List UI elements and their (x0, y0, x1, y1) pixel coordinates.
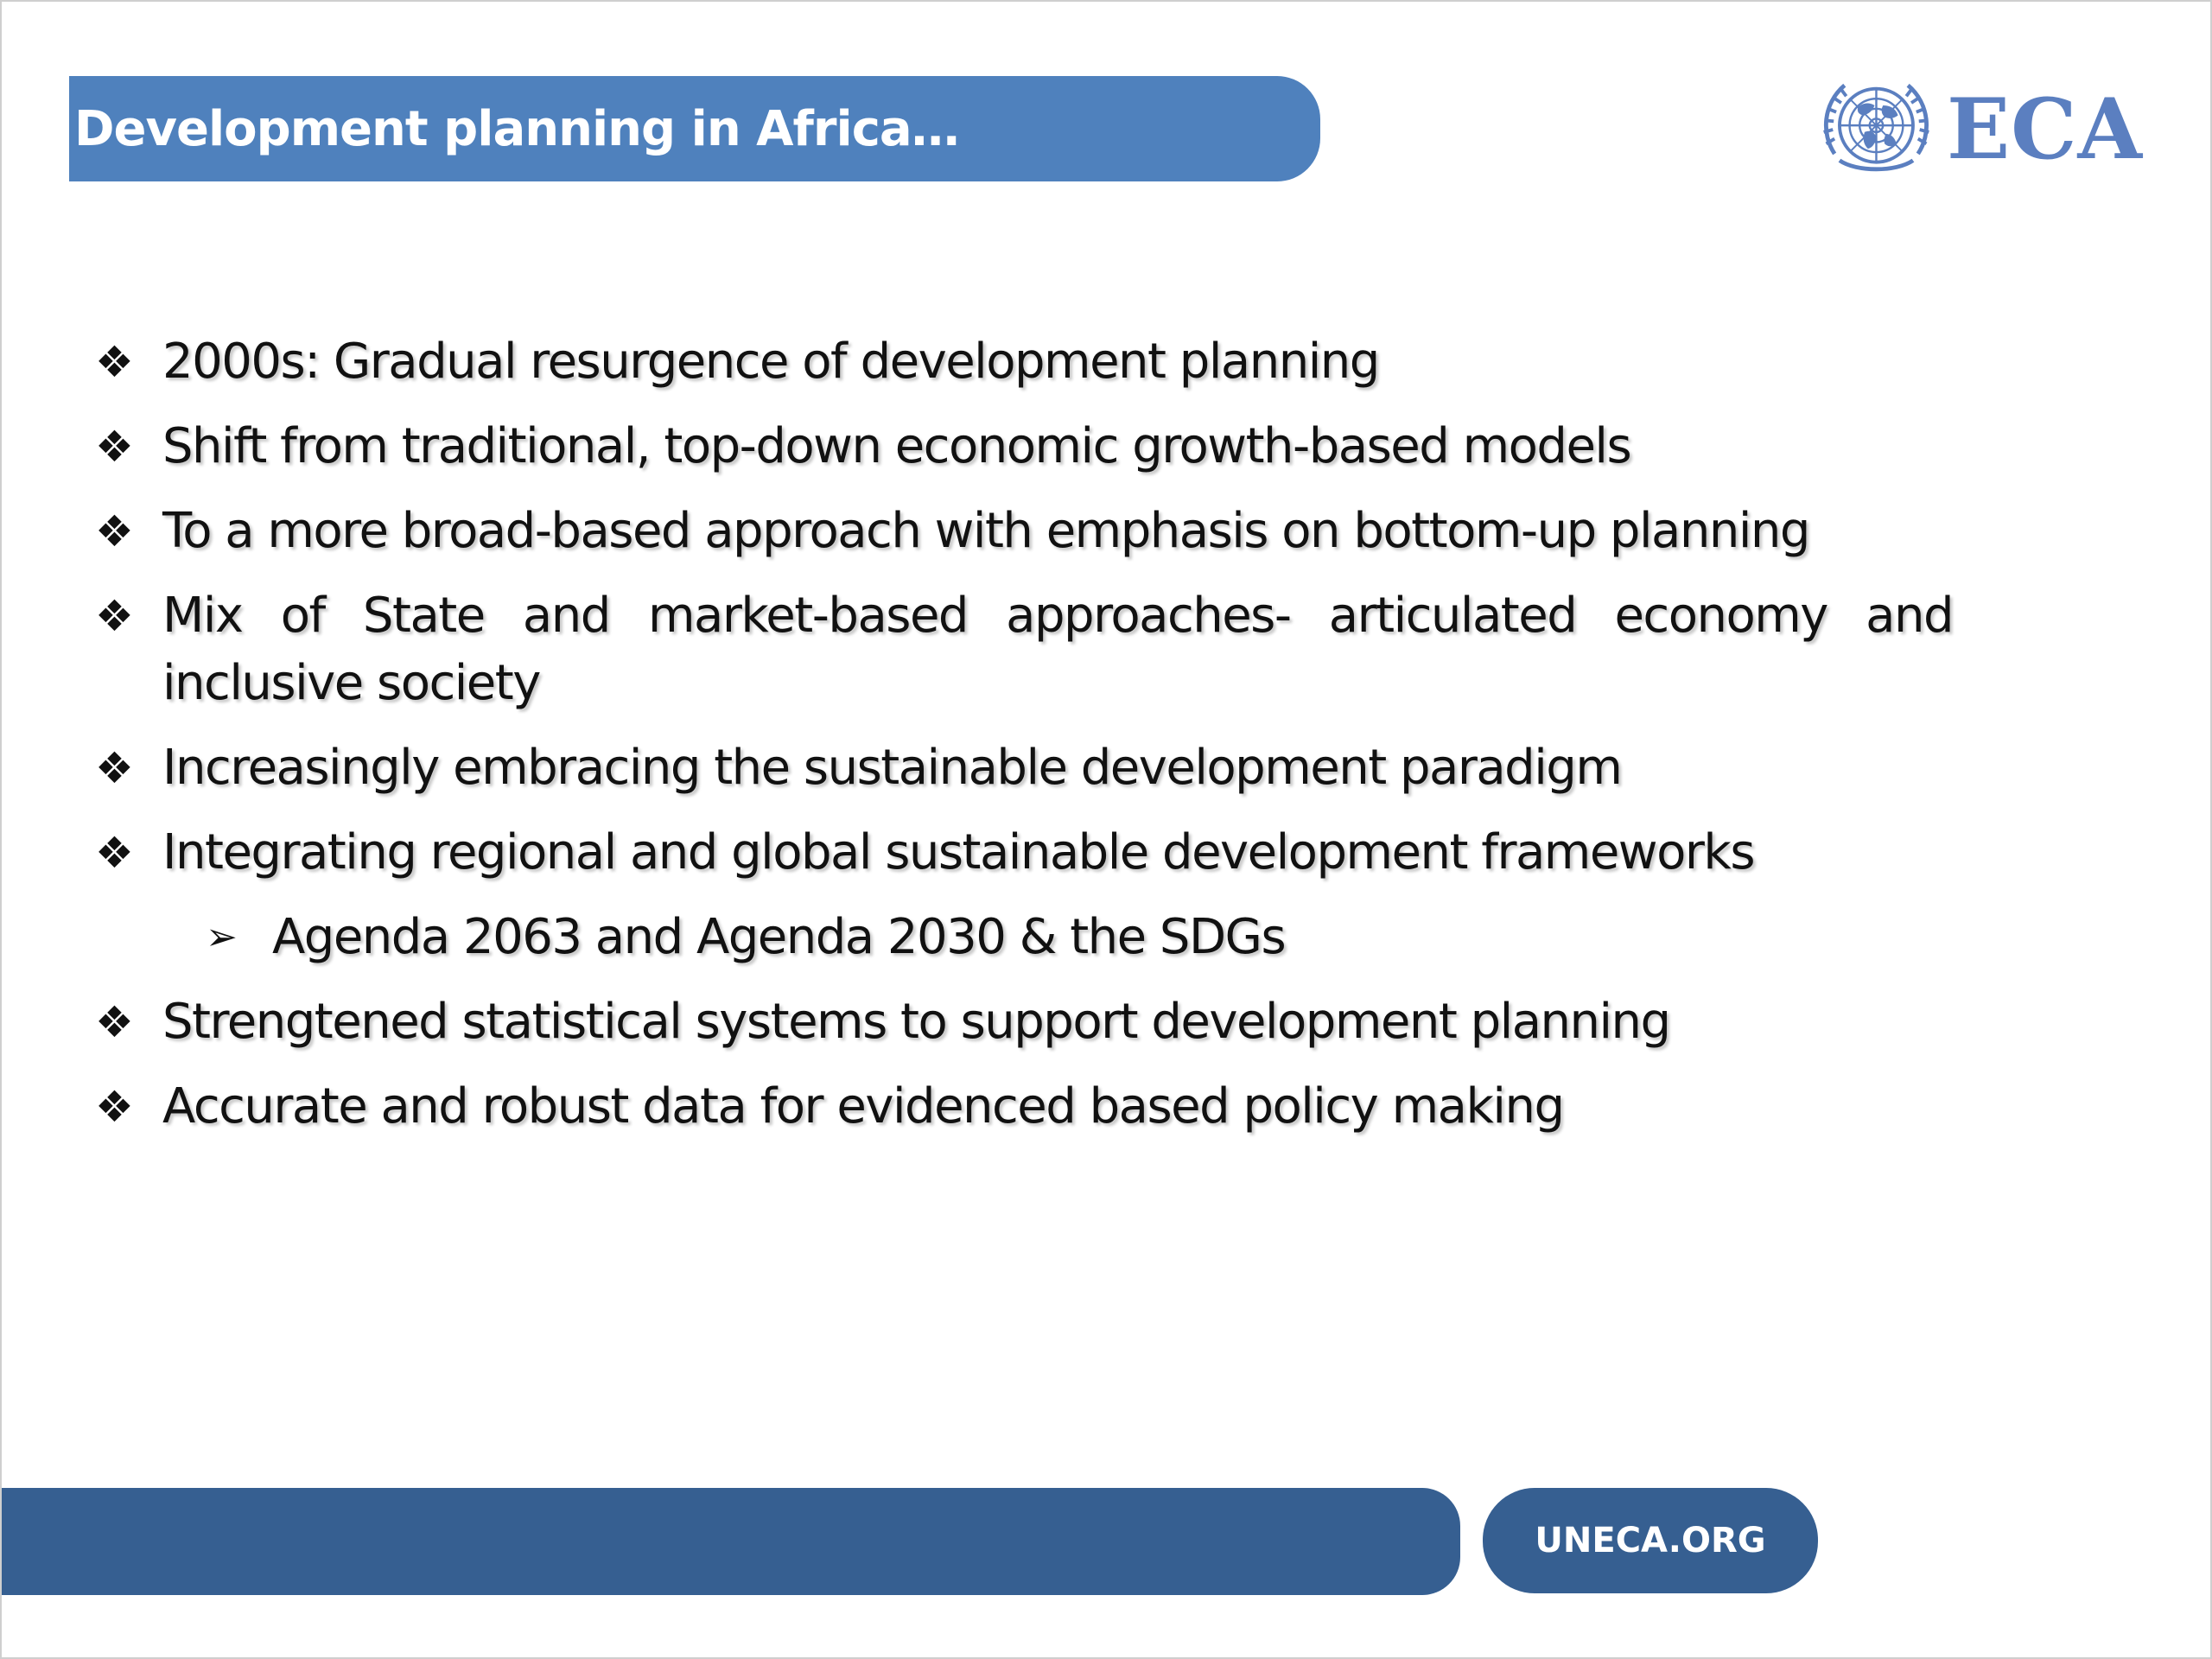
bullet-text: Mix of State and market-based approaches- articulated economy and inclusive society (162, 588, 1953, 711)
four-diamond-bullet-icon: ❖ (95, 422, 133, 472)
four-diamond-bullet-icon: ❖ (95, 997, 133, 1047)
bullet-text: Integrating regional and global sustainable development frameworks (162, 824, 1754, 880)
four-diamond-bullet-icon: ❖ (95, 828, 133, 878)
bullet-text: Shift from traditional, top-down economic growth-based models (162, 418, 1631, 474)
bullet-text: 2000s: Gradual resurgence of development planning (162, 334, 1379, 390)
list-item (95, 734, 1953, 802)
bullet-text: Accurate and robust data for evidenced based policy making (162, 1078, 1564, 1135)
bullet-list (95, 328, 1953, 1158)
bullet-text: Increasingly embracing the sustainable development paradigm (162, 740, 1622, 796)
footer-bar (2, 1488, 1460, 1595)
list-item (95, 1073, 1953, 1141)
list-item (95, 819, 1953, 887)
arrow-bullet-icon: ➢ (206, 915, 237, 959)
four-diamond-bullet-icon: ❖ (95, 591, 133, 641)
list-item (95, 413, 1953, 480)
slide-title: Development planning in Africa… (74, 100, 959, 157)
list-item (95, 582, 1953, 717)
bullet-text: Agenda 2063 and Agenda 2030 & the SDGs (272, 909, 1286, 965)
bullet-text: To a more broad-based approach with emphasis on bottom-up planning (162, 503, 1809, 559)
list-item (95, 328, 1953, 396)
title-bar (69, 76, 1320, 181)
sub-list-item (95, 904, 1953, 971)
list-item (95, 498, 1953, 565)
footer-link[interactable] (1483, 1488, 1818, 1593)
un-emblem-icon (1815, 65, 1938, 193)
four-diamond-bullet-icon: ❖ (95, 337, 133, 387)
footer-label: UNECA.ORG (1535, 1521, 1766, 1560)
four-diamond-bullet-icon: ❖ (95, 506, 133, 556)
bullet-text: Strengtened statistical systems to support development planning (162, 994, 1670, 1050)
list-item (95, 988, 1953, 1056)
four-diamond-bullet-icon: ❖ (95, 743, 133, 793)
eca-logo (1815, 64, 2143, 194)
four-diamond-bullet-icon: ❖ (95, 1082, 133, 1132)
logo-text: ECA (1946, 79, 2143, 178)
